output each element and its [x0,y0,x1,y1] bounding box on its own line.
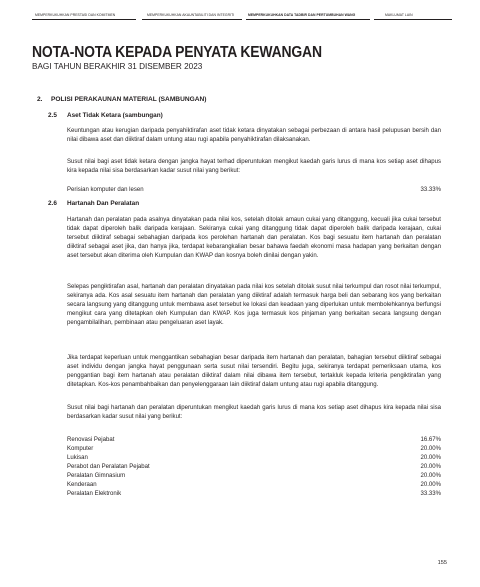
page-subtitle: BAGI TAHUN BERAKHIR 31 DISEMBER 2023 [32,62,203,71]
nav-divider [32,19,136,20]
paragraph: Susut nilai bagi hartanah dan peralatan diperuntukan mengikut kaedah garis lurus di mana kos setiap aset dihapus kira kepada nilai sisa berdasarkan kadar susut nilai yang berikut: [67,405,441,421]
section-number: 2. [37,96,43,103]
nav-item-maklumat-lain[interactable]: MAKLUMAT LAIN [385,13,413,17]
rate-label: Peralatan Gimnasium [67,473,126,479]
rate-value: 16.67% [420,437,441,443]
rate-value: 20.00% [420,473,441,479]
paragraph: Jika terdapat keperluan untuk menggantikan sebahagian besar daripada item hartanah dan peralatan, bahagian tersebut diiktiraf sebagai aset individu dengan jangka hayat penggunaan serta susut nilai tersendiri. Begitu juga, sekiranya terdapat pemeriksaan utama, kos penggantian bagi item hartanah atau peralatan diiktiraf dalam nilai dibawa item tersebut, tertakluk kepada kriteria pengiktirafan yang ditetapkan. Kos-kos penambahbaikan dan penyelenggaraan lain diiktiraf dalam untung atau rugi apabila ditanggung. [67,355,441,389]
depreciation-rate-row [67,445,441,454]
nav-item-tadbir[interactable]: MEMPERKUKUHKAN DATA TADBIR DAN PERTUMBUHAN WANG [248,13,356,17]
section-title: POLISI PERAKAUNAN MATERIAL (SAMBUNGAN) [51,96,207,103]
subsection-heading-2-6 [48,200,139,207]
paragraph: Selepas pengiktirafan asal, hartanah dan peralatan dinyatakan pada nilai kos setelah ditolak susut nilai terkumpul dan rosot nilai terkumpul, sekiranya ada. Kos asal sesuatu item hartanah dan peralatan yang diiktiraf adalah termasuk harga beli dan sebarang kos yang berkaitan secara langsung yang ditanggung untuk membawa aset tersebut ke lokasi dan keadaan yang diperlukan untuk membolehkannya berfungsi mengikut cara yang ditetapkan oleh Kumpulan dan KWAP. Kos juga termasuk kos pinjaman yang berkaitan secara langsung dengan pengambilalihan, pembinaan atau pengeluaran aset layak. [67,284,441,327]
nav-divider [374,19,452,20]
section-heading [37,96,206,103]
rate-label: Renovasi Pejabat [67,437,115,443]
page-title: NOTA-NOTA KEPADA PENYATA KEWANGAN [32,44,322,61]
rate-value: 20.00% [420,446,441,452]
top-navigation [32,13,452,25]
nav-divider [142,19,242,20]
depreciation-rate-row [67,481,441,490]
rate-value: 20.00% [420,482,441,488]
nav-item-prestasi[interactable]: MEMPERKUKUHKAN PRESTASI DAN KOMITMEN [35,13,116,17]
rate-value: 33.33% [420,491,441,497]
subsection-title: Aset Tidak Ketara (sambungan) [67,112,163,119]
rate-value: 20.00% [420,455,441,461]
paragraph: Susut nilai bagi aset tidak ketara dengan jangka hayat terhad diperuntukan mengikut kaedah garis lurus di mana kos setiap aset dihapus kira kepada nilai sisa berdasarkan kadar susut nilai yang berikut: [67,159,441,175]
page-number: 155 [437,560,447,566]
depreciation-rate-row [67,490,441,499]
depreciation-rate-row [67,454,441,463]
paragraph: Hartanah dan peralatan pada asalnya dinyatakan pada nilai kos, setelah ditolak amaun cukai yang ditanggung, kecuali jika cukai tersebut tidak dapat diperoleh balik daripada kerajaan. Sekiranya cukai yang ditanggung tidak dapat diperoleh balik daripada kerajaan, cukai tersebut diiktiraf sebagai sebahagian daripada kos perolehan hartanah dan peralatan. Kos bagi sesuatu item hartanah dan peralatan diiktiraf sebagai aset jika, dan hanya jika, terdapat kebarangkalian besar bahawa faedah ekonomi masa hadapan yang berkaitan dengan aset tersebut akan diterima oleh Kumpulan dan KWAP dan kosnya boleh dinilai dengan yakin. [67,217,441,260]
rate-label: Perabot dan Peralatan Pejabat [67,464,150,470]
rate-label: Kenderaan [67,482,97,488]
depreciation-rate-row [67,472,441,481]
rate-value: 20.00% [420,464,441,470]
rate-value: 33.33% [420,187,441,193]
nav-active-indicator [246,19,370,20]
rate-label: Perisian komputer dan lesen [67,187,144,193]
subsection-heading-2-5 [48,112,163,119]
subsection-number: 2.5 [48,112,57,119]
rate-label: Peralatan Elektronik [67,491,122,497]
depreciation-rate-row [67,436,441,445]
subsection-number: 2.6 [48,200,57,207]
subsection-title: Hartanah Dan Peralatan [67,200,140,207]
rate-label: Lukisan [67,455,88,461]
depreciation-rate-row [67,186,441,195]
nav-item-akauntabiliti[interactable]: MEMPERKUKUHKAN AKAUNTABILITI DAN INTEGRITI [147,13,235,17]
depreciation-rate-row [67,463,441,472]
rate-label: Komputer [67,446,94,452]
paragraph: Keuntungan atau kerugian daripada penyahiktirafan aset tidak ketara dinyatakan sebagai perbezaan di antara hasil pelupusan bersih dan nilai dibawa aset dan diiktiraf dalam untung atau rugi apabila penyahiktirafan dilaksanakan. [67,128,441,144]
